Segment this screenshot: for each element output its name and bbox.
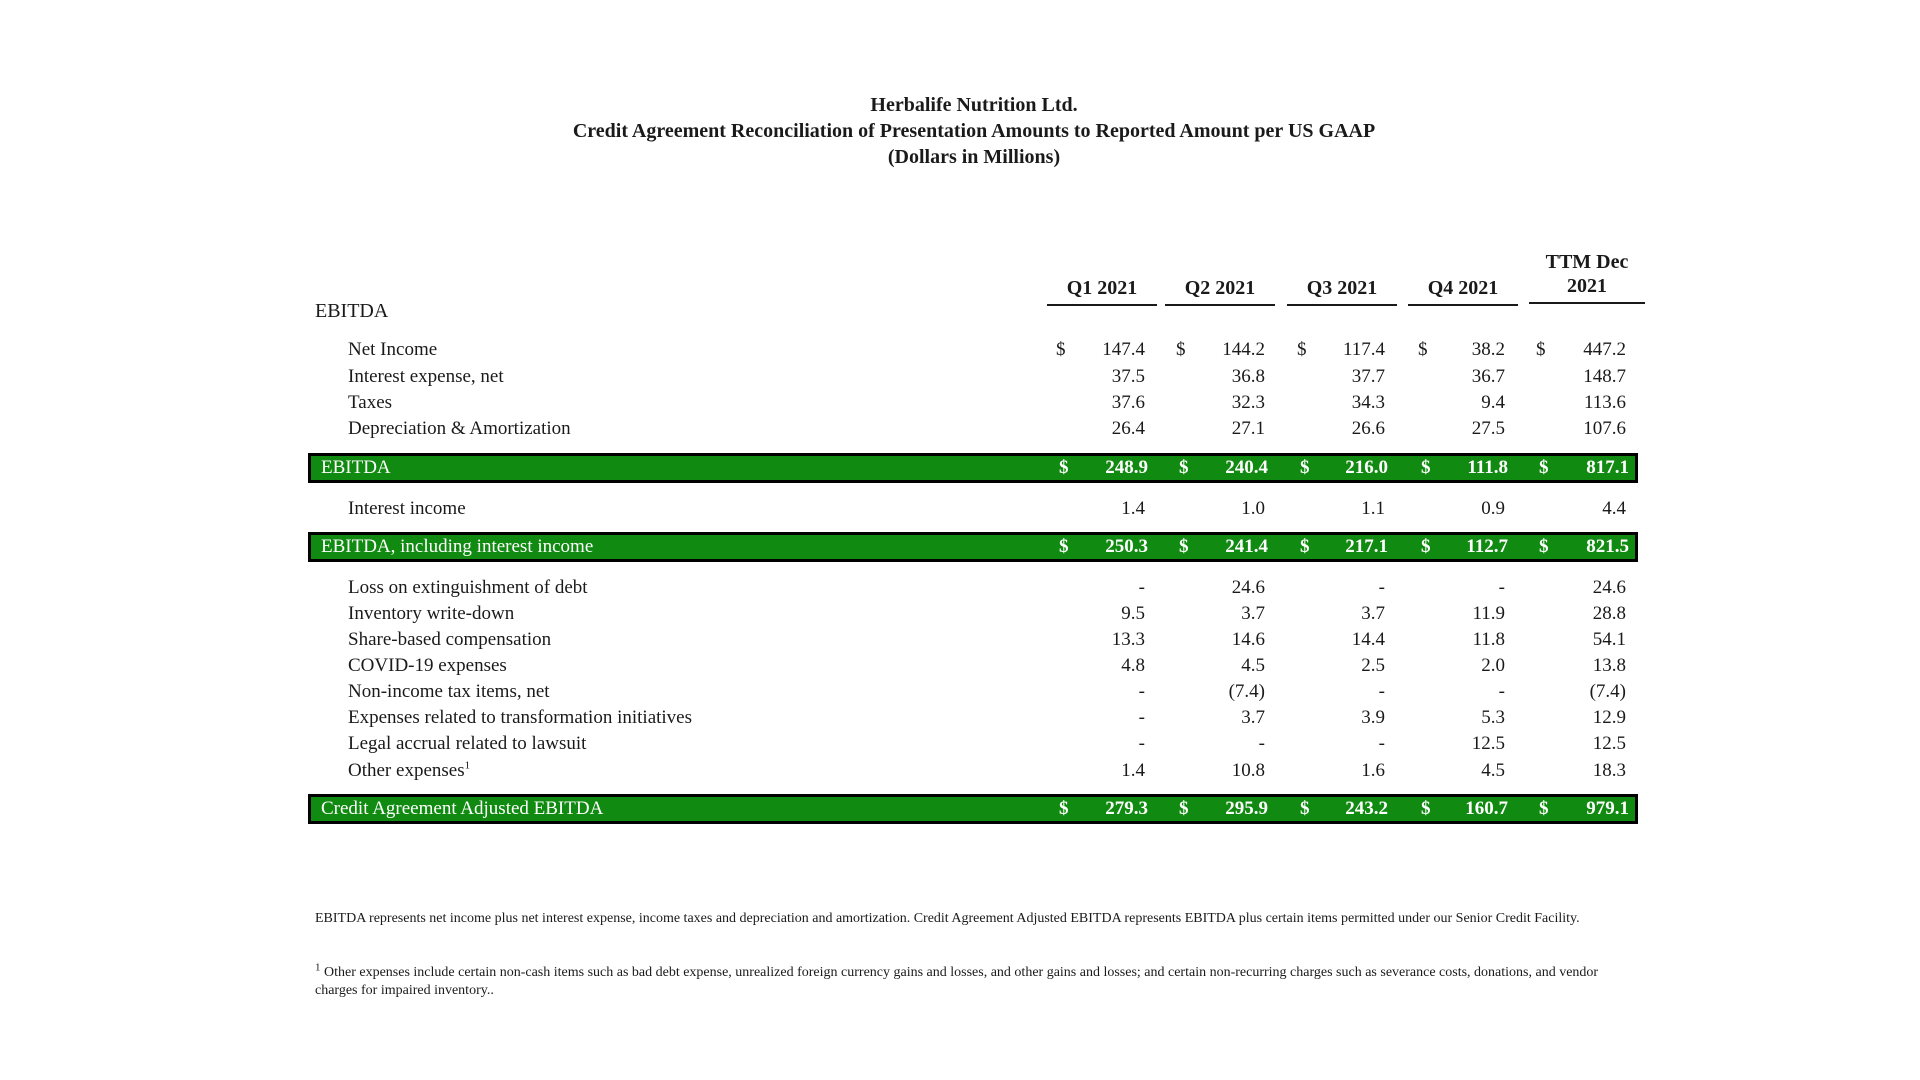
cell-value: 2.5 [1361,655,1385,676]
cell-value: 27.1 [1231,418,1265,439]
table-total-row [308,453,1638,483]
cell-value: 250.3 [1105,536,1148,557]
cell-value: 979.1 [1586,798,1629,819]
cell-value: 1.1 [1361,498,1385,519]
period-header [1408,276,1518,300]
table-row [308,704,1638,732]
cell-value: 279.3 [1105,798,1148,819]
cell-value: - [1138,707,1145,728]
table-row [308,415,1638,443]
currency-symbol: $ [1536,339,1546,360]
cell-value: 14.4 [1351,629,1385,650]
currency-symbol: $ [1300,457,1310,478]
cell-value: 107.6 [1583,418,1626,439]
currency-symbol: $ [1059,798,1069,819]
cell-value: 10.8 [1231,760,1265,781]
cell-value: (7.4) [1228,681,1265,702]
cell-value: - [1378,733,1385,754]
cell-value: - [1138,577,1145,598]
cell-value: - [1378,577,1385,598]
cell-value: 24.6 [1592,577,1626,598]
cell-value: 4.4 [1602,498,1626,519]
footnote-other-text: Other expenses include certain non-cash items such as bad debt expense, unrealized foreign currency gains and losses, and other gains and losses; and certain non-recurring charges such as severance costs, donations, and vendor charges for impaired inventory.. [315,965,1599,998]
period-header [1287,276,1397,300]
period-header [1165,276,1275,300]
row-label: Loss on extinguishment of debt [348,577,588,598]
table-row [308,336,1638,364]
table-row [308,678,1638,706]
cell-value: 113.6 [1583,392,1626,413]
cell-value: 447.2 [1583,339,1626,360]
row-label: Other expenses$^1$ [348,759,471,781]
currency-symbol: $ [1421,457,1431,478]
table-total-row [308,532,1638,562]
currency-symbol: $ [1176,339,1186,360]
table-row [308,363,1638,391]
currency-symbol: $ [1421,536,1431,557]
table-row [308,495,1638,523]
cell-value: 217.1 [1345,536,1388,557]
cell-value: 147.4 [1102,339,1145,360]
cell-value: 295.9 [1225,798,1268,819]
cell-value: 24.6 [1231,577,1265,598]
cell-value: 11.9 [1472,603,1505,624]
cell-value: 5.3 [1481,707,1505,728]
period-header-underline [1408,304,1518,306]
cell-value: 111.8 [1467,457,1508,478]
cell-value: 12.5 [1592,733,1626,754]
cell-value: 1.4 [1121,760,1145,781]
cell-value: 12.5 [1471,733,1505,754]
cell-value: 4.5 [1241,655,1265,676]
currency-symbol: $ [1179,536,1189,557]
cell-value: 36.8 [1231,366,1265,387]
cell-value: 9.5 [1121,603,1145,624]
table-row [308,730,1638,758]
period-header [1047,276,1157,300]
cell-value: 243.2 [1345,798,1388,819]
report-title-block [0,92,1920,170]
cell-value: 26.6 [1351,418,1385,439]
cell-value: 3.7 [1361,603,1385,624]
cell-value: 148.7 [1583,366,1626,387]
company-name: Herbalife Nutrition Ltd. [870,94,1078,116]
cell-value: 26.4 [1111,418,1145,439]
footnote-marker: 1 [464,759,471,772]
row-label: Inventory write-down [348,603,515,624]
cell-value: 4.8 [1121,655,1145,676]
cell-value: 817.1 [1586,457,1629,478]
cell-value: 112.7 [1466,536,1508,557]
period-header-underline [1529,302,1645,304]
cell-value: 248.9 [1105,457,1148,478]
row-label: Depreciation & Amortization [348,418,571,439]
cell-value: 240.4 [1225,457,1268,478]
cell-value: 37.6 [1111,392,1145,413]
cell-value: - [1138,733,1145,754]
cell-value: 1.0 [1241,498,1265,519]
cell-value: 1.4 [1121,498,1145,519]
currency-symbol: $ [1056,339,1066,360]
cell-value: 12.9 [1592,707,1626,728]
period-header-text: Q3 2021 [1306,277,1378,299]
cell-value: - [1498,681,1505,702]
period-header-text: Q2 2021 [1184,277,1256,299]
row-label: Net Income [348,339,438,360]
table-total-row [308,794,1638,824]
currency-symbol: $ [1539,536,1549,557]
footnote-definition-text: EBITDA represents net income plus net interest expense, income taxes and depreciation and amortization. Credit Agreement Adjusted EBITDA represents EBITDA plus certain items permitted under our Senior Credit Facility. [315,911,1580,926]
cell-value: 160.7 [1465,798,1508,819]
cell-value: 27.5 [1471,418,1505,439]
cell-value: 11.8 [1472,629,1505,650]
cell-value: - [1258,733,1265,754]
cell-value: 4.5 [1481,760,1505,781]
currency-symbol: $ [1059,536,1069,557]
table-row [308,652,1638,680]
currency-symbol: $ [1300,798,1310,819]
cell-value: 821.5 [1586,536,1629,557]
footnote-other-expenses [315,961,1615,1000]
row-label: Taxes [348,392,393,413]
table-row [308,574,1638,602]
cell-value: 18.3 [1592,760,1626,781]
row-label: Non-income tax items, net [348,681,550,702]
row-label: EBITDA, including interest income [321,536,594,557]
currency-symbol: $ [1297,339,1307,360]
cell-value: 38.2 [1471,339,1505,360]
cell-value: 13.8 [1592,655,1626,676]
cell-value: 54.1 [1592,629,1626,650]
cell-value: 37.5 [1111,366,1145,387]
cell-value: (7.4) [1589,681,1626,702]
cell-value: 3.9 [1361,707,1385,728]
currency-symbol: $ [1300,536,1310,557]
cell-value: 14.6 [1231,629,1265,650]
cell-value: - [1138,681,1145,702]
cell-value: 1.6 [1361,760,1385,781]
cell-value: 36.7 [1471,366,1505,387]
row-label: COVID-19 expenses [348,655,507,676]
cell-value: 28.8 [1592,603,1626,624]
row-label: Share-based compensation [348,629,552,650]
footnote-definition [315,910,1615,928]
period-header-line: TTM Dec [1545,251,1629,273]
row-label: Legal accrual related to lawsuit [348,733,587,754]
period-header [1529,250,1645,298]
currency-symbol: $ [1421,798,1431,819]
row-label: EBITDA [321,457,391,478]
currency-symbol: $ [1418,339,1428,360]
footnote-marker: 1 [315,961,321,974]
cell-value: 0.9 [1481,498,1505,519]
row-label: Interest income [348,498,466,519]
table-row [308,626,1638,654]
cell-value: - [1378,681,1385,702]
currency-symbol: $ [1179,457,1189,478]
section-label: EBITDA [315,300,389,322]
cell-value: 3.7 [1241,603,1265,624]
cell-value: 9.4 [1481,392,1505,413]
cell-value: - [1498,577,1505,598]
cell-value: 241.4 [1225,536,1268,557]
table-row [308,600,1638,628]
cell-value: 117.4 [1342,339,1385,360]
cell-value: 34.3 [1351,392,1385,413]
report-title: Credit Agreement Reconciliation of Presentation Amounts to Reported Amount per US GAAP [572,120,1376,142]
cell-value: 32.3 [1231,392,1265,413]
cell-value: 37.7 [1351,366,1385,387]
table-row [308,757,1638,785]
period-header-text: Q4 2021 [1427,277,1499,299]
period-header-text: Q1 2021 [1066,277,1138,299]
report-units: (Dollars in Millions) [887,146,1061,168]
period-header-line: 2021 [1567,275,1607,297]
period-header-underline [1287,304,1397,306]
cell-value: 144.2 [1222,339,1265,360]
cell-value: 216.0 [1345,457,1388,478]
cell-value: 2.0 [1481,655,1505,676]
cell-value: 13.3 [1111,629,1145,650]
row-label: Expenses related to transformation initiatives [348,707,693,728]
row-label: Credit Agreement Adjusted EBITDA [321,798,604,819]
currency-symbol: $ [1059,457,1069,478]
cell-value: 3.7 [1241,707,1265,728]
currency-symbol: $ [1179,798,1189,819]
row-label: Interest expense, net [348,366,504,387]
table-row [308,389,1638,417]
currency-symbol: $ [1539,798,1549,819]
currency-symbol: $ [1539,457,1549,478]
period-header-underline [1047,304,1157,306]
period-header-underline [1165,304,1275,306]
